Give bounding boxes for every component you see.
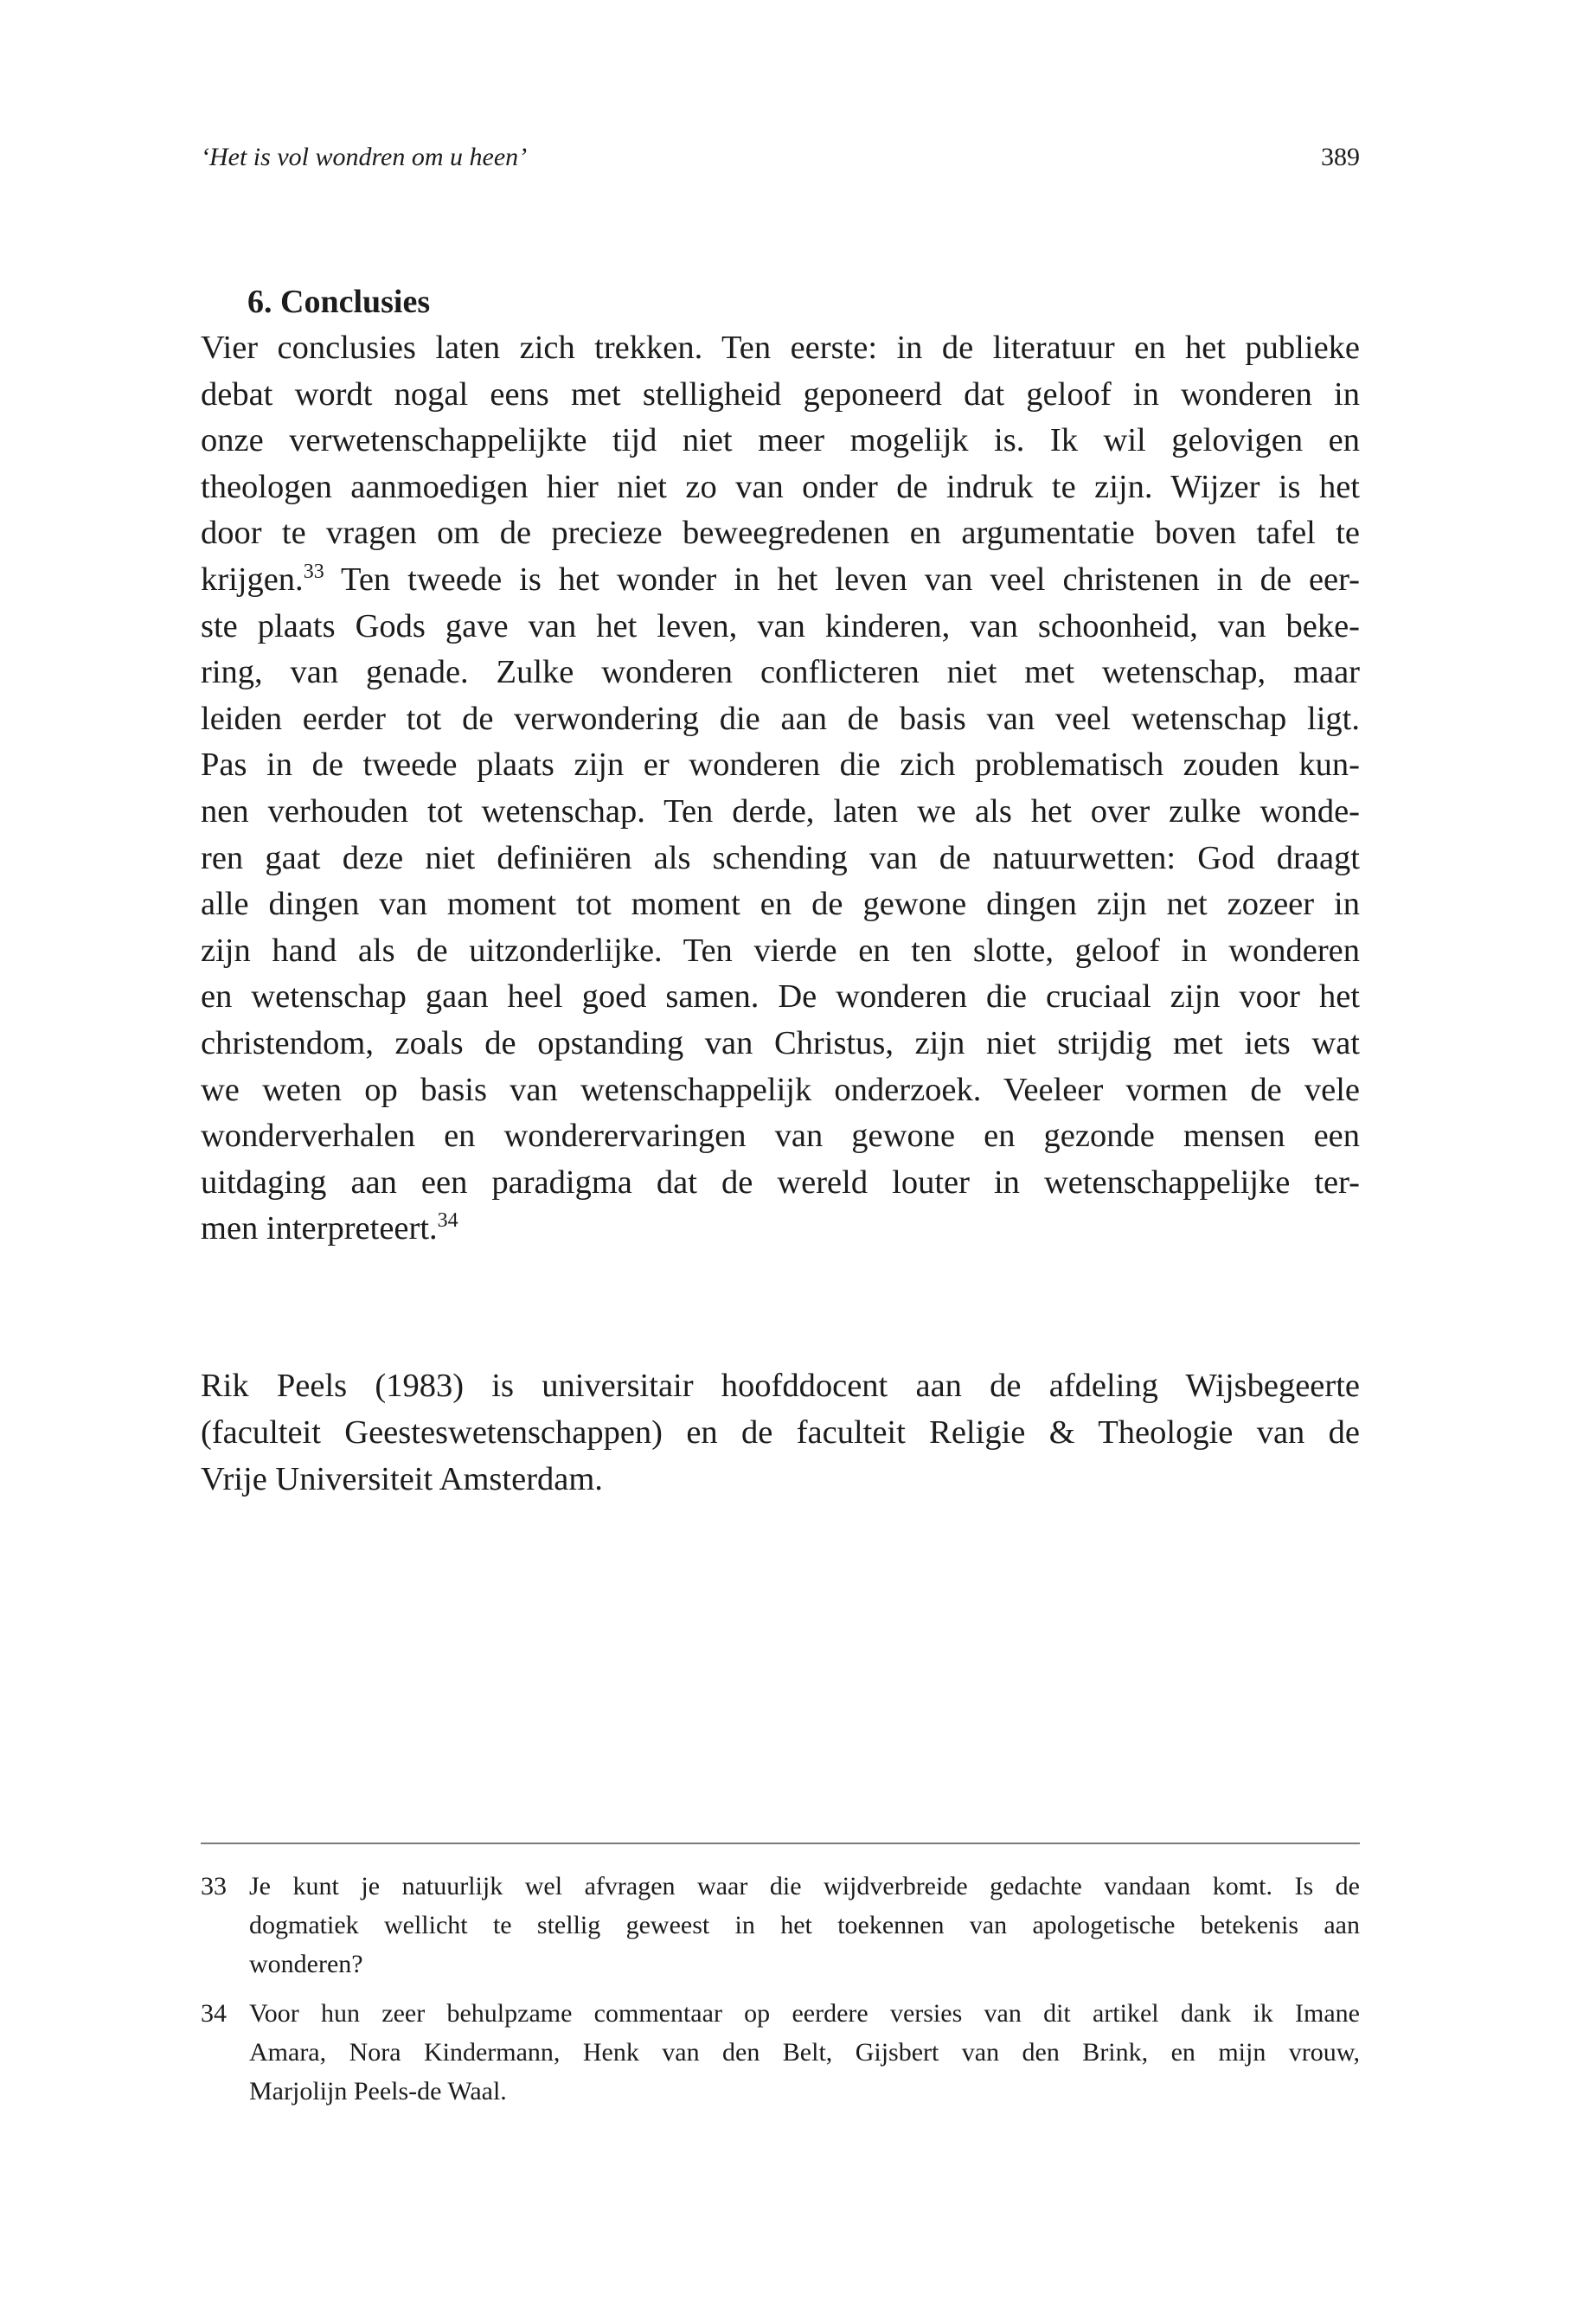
paragraph-line: debat wordt nogal eens met stelligheid geponeerd dat geloof in wonderen in	[201, 375, 1360, 413]
paragraph-line: zijn hand als de uitzonderlijke. Ten vierde en ten slotte, geloof in wonderen	[201, 932, 1360, 969]
footnote-divider	[201, 1843, 1360, 1844]
paragraph-line: theologen aanmoedigen hier niet zo van onder de indruk te zijn. Wijzer is het	[201, 468, 1360, 505]
footnote-line: Je kunt je natuurlijk wel afvragen waar die wijdverbreide gedachte vandaan komt. Is de	[249, 1872, 1360, 1900]
paragraph-line: door te vragen om de precieze beweegredenen en argumentatie boven tafel te	[201, 515, 1360, 552]
bio-line: (faculteit Geesteswetenschappen) en de faculteit Religie & Theologie van de	[201, 1413, 1360, 1451]
paragraph-line: Vier conclusies laten zich trekken. Ten eerste: in de literatuur en het publieke	[201, 330, 1360, 366]
conclusions-section	[201, 279, 1360, 1253]
footnote-line: Marjolijn Peels-de Waal.	[249, 2077, 507, 2106]
paragraph-text: men interpreteert.	[201, 1210, 438, 1247]
running-head	[201, 138, 1360, 176]
paragraph-line: alle dingen van moment tot moment en de gewone dingen zijn net zozeer in	[201, 886, 1360, 923]
footnote-line: Voor hun zeer behulpzame commentaar op eerdere versies van dit artikel dank ik Imane	[249, 1999, 1360, 2028]
paragraph-line: wonderverhalen en wonderervaringen van gewone en gezonde mensen een	[201, 1118, 1360, 1155]
paragraph-line-with-ref	[201, 1206, 1360, 1253]
footnote-ref-34[interactable]: 34	[437, 1209, 458, 1233]
footnote-line: wonderen?	[249, 1950, 363, 1978]
page-number: 389	[1321, 143, 1360, 171]
paragraph-line: ring, van genade. Zulke wonderen conflicteren niet met wetenschap, maar	[201, 654, 1360, 691]
paragraph-line: onze verwetenschappelijkte tijd niet meer mogelijk is. Ik wil gelovigen en	[201, 422, 1360, 459]
paragraph-line: christendom, zoals de opstanding van Christus, zijn niet strijdig met iets wat	[201, 1024, 1360, 1061]
running-title: ‘Het is vol wondren om u heen’	[201, 143, 528, 171]
paragraph-line: en wetenschap gaan heel goed samen. De wonderen die cruciaal zijn voor het	[201, 978, 1360, 1016]
bio-line: Rik Peels (1983) is universitair hoofddocent aan de afdeling Wijsbegeerte	[201, 1367, 1360, 1404]
paragraph-line: Pas in de tweede plaats zijn er wonderen die zich problematisch zouden kun-	[201, 747, 1360, 784]
paragraph-line: we weten op basis van wetenschappelijk onderzoek. Veeleer vormen de vele	[201, 1071, 1360, 1108]
paragraph-line-with-ref	[201, 557, 1360, 604]
footnote-34	[201, 1994, 1360, 2111]
footnote-number: 33	[201, 1872, 227, 1900]
paragraph-line: ren gaat deze niet definiëren als schending van de natuurwetten: God draagt	[201, 839, 1360, 876]
paragraph-line: ste plaats Gods gave van het leven, van kinderen, van schoonheid, van beke-	[201, 607, 1360, 644]
paragraph-line: nen verhouden tot wetenschap. Ten derde, laten we als het over zulke wonde-	[201, 792, 1360, 830]
paragraph-text: Ten tweede is het wonder in het leven van veel christenen in de eer-	[341, 561, 1360, 598]
footnote-ref-33[interactable]: 33	[303, 561, 324, 584]
footnote-line: dogmatiek wellicht te stellig geweest in het toekennen van apologetische betekenis aan	[249, 1911, 1360, 1939]
footnote-number: 34	[201, 1999, 227, 2028]
section-heading: 6. Conclusies	[247, 284, 431, 320]
footnotes	[201, 1867, 1360, 2121]
footnote-text	[249, 1994, 1360, 2111]
footnote-text	[249, 1867, 1360, 1984]
conclusions-paragraph	[201, 325, 1360, 1253]
paragraph-text: krijgen.	[201, 561, 304, 598]
bio-line: Vrije Universiteit Amsterdam.	[201, 1460, 603, 1497]
footnote-33	[201, 1867, 1360, 1984]
paragraph-line: leiden eerder tot de verwondering die aan de basis van veel wetenschap ligt.	[201, 700, 1360, 737]
paragraph-line: uitdaging aan een paradigma dat de wereld louter in wetenschappelijke ter-	[201, 1163, 1360, 1201]
footnote-line: Amara, Nora Kindermann, Henk van den Belt, Gijsbert van den Brink, en mijn vrouw,	[249, 2038, 1360, 2067]
author-bio	[201, 1362, 1360, 1503]
